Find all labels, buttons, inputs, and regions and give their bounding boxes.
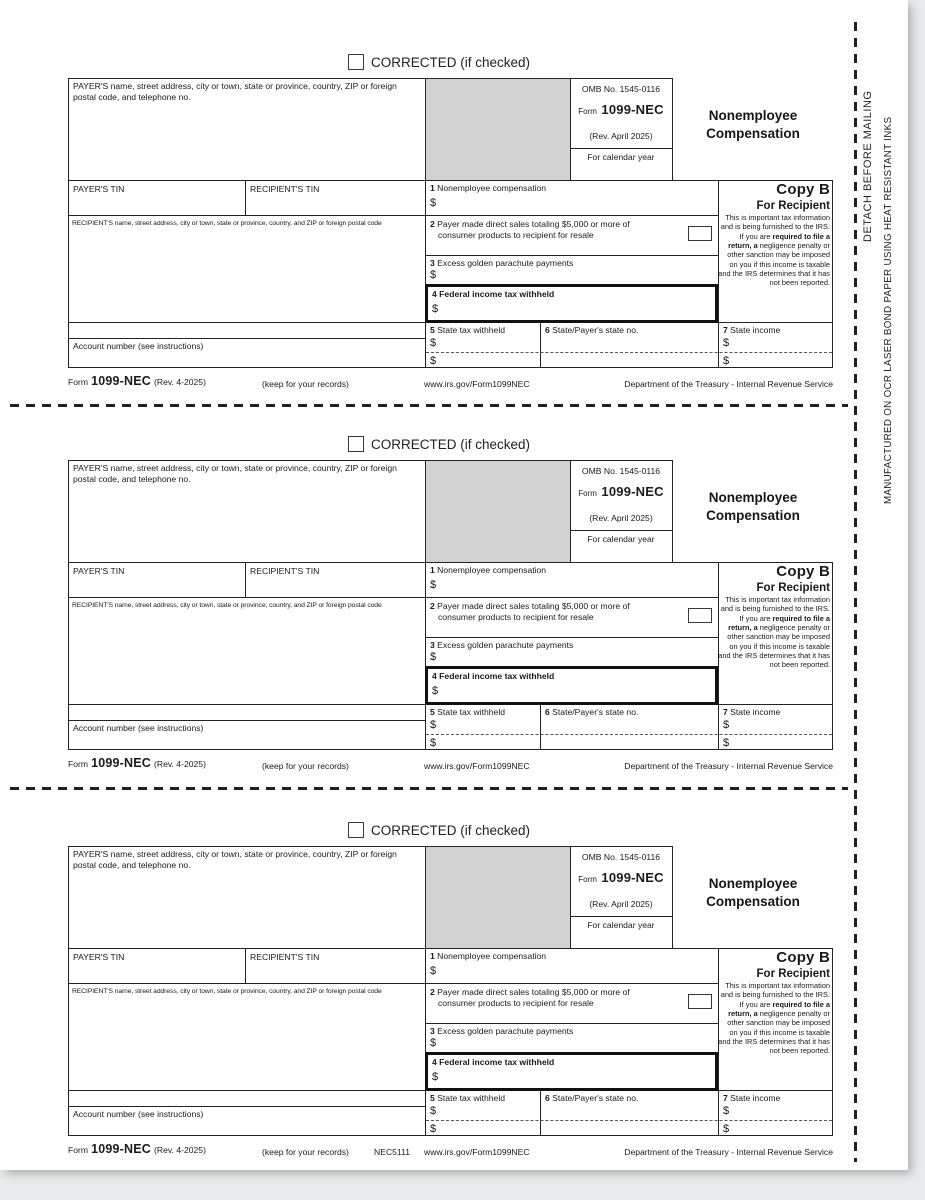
corrected-row xyxy=(348,436,530,452)
payer-tin-label: PAYER'S TIN xyxy=(73,952,125,962)
form-border-line xyxy=(68,78,672,79)
form-border-line xyxy=(570,530,672,531)
footer-department: Department of the Treasury - Internal Revenue Service xyxy=(624,379,833,389)
copy-b-block xyxy=(718,950,830,1056)
state-row-dashed-divider xyxy=(426,734,832,735)
form-1099nec-copy xyxy=(68,52,833,392)
revision-date: (Rev. April 2025) xyxy=(589,131,653,141)
copy-b-block xyxy=(718,182,830,288)
form-word: Form xyxy=(578,107,597,116)
box1-amount-field[interactable] xyxy=(440,579,715,595)
recipient-tin-field[interactable] xyxy=(247,196,423,214)
box3-label: 3 Excess golden parachute payments xyxy=(430,258,574,268)
payer-tin-field[interactable] xyxy=(70,578,243,596)
box6-state-field-1[interactable] xyxy=(544,719,714,732)
form-border-line xyxy=(425,1023,718,1024)
box5-amount-field-2[interactable] xyxy=(440,355,536,366)
form-border-line xyxy=(570,148,672,149)
omb-number: OMB No. 1545-0116 xyxy=(581,466,661,476)
form-grid xyxy=(68,846,833,1136)
form-title: Nonemployee Compensation xyxy=(706,108,800,141)
revision-date: (Rev. April 2025) xyxy=(589,899,653,909)
box5-dollar-sign: $ xyxy=(430,1105,437,1117)
form-border-line xyxy=(832,562,833,750)
form-border-line xyxy=(68,1106,425,1107)
footer-department: Department of the Treasury - Internal Revenue Service xyxy=(624,761,833,771)
payer-tin-label: PAYER'S TIN xyxy=(73,184,125,194)
box4-amount-field[interactable] xyxy=(442,685,712,700)
payer-tin-field[interactable] xyxy=(70,964,243,982)
form-grid xyxy=(68,460,833,750)
recipient-tin-field[interactable] xyxy=(247,578,423,596)
box5-dollar-sign: $ xyxy=(430,719,437,731)
footer-keep-note: (keep for your records) xyxy=(262,1147,349,1157)
omb-number: OMB No. 1545-0116 xyxy=(581,852,661,862)
corrected-checkbox[interactable] xyxy=(348,54,364,70)
state-row-dashed-divider xyxy=(426,352,832,353)
box3-label: 3 Excess golden parachute payments xyxy=(430,640,574,650)
form-border-line xyxy=(832,180,833,368)
box4-dollar-sign: $ xyxy=(432,685,439,697)
box1-label: 1 Nonemployee compensation xyxy=(430,951,547,961)
form-border-line xyxy=(68,720,425,721)
recipient-info-field[interactable] xyxy=(70,998,422,1104)
footer-irs-url: www.irs.gov/Form1099NEC xyxy=(424,379,530,389)
form-border-line xyxy=(672,460,673,562)
recipient-heading: For Recipient xyxy=(756,200,830,212)
box7-dollar-sign: $ xyxy=(723,355,730,367)
corrected-checkbox[interactable] xyxy=(348,822,364,838)
form-border-line xyxy=(245,562,246,597)
box3-dollar-sign: $ xyxy=(430,651,437,663)
box7-dollar-sign: $ xyxy=(723,1105,730,1117)
form-border-line xyxy=(68,983,718,984)
box7-amount-field-1[interactable] xyxy=(733,337,829,350)
calendar-year-label: For calendar year xyxy=(587,920,655,930)
box2-label: 2 Payer made direct sales totaling $5,000 or more of consumer products to recipient for resale xyxy=(430,987,630,1008)
copy-designation: Copy B xyxy=(776,949,830,966)
copy-b-block xyxy=(718,564,830,670)
recipient-tin-field[interactable] xyxy=(247,964,423,982)
box1-dollar-sign: $ xyxy=(430,197,437,209)
box7-amount-field-1[interactable] xyxy=(733,1105,829,1118)
payer-info-field[interactable] xyxy=(70,104,422,178)
box7-amount-field-1[interactable] xyxy=(733,719,829,732)
box4-label: 4 Federal income tax withheld xyxy=(432,671,555,681)
form-border-line xyxy=(68,460,672,461)
shaded-box xyxy=(426,847,570,948)
shaded-box xyxy=(426,461,570,562)
box3-dollar-sign: $ xyxy=(430,1037,437,1049)
box1-dollar-sign: $ xyxy=(430,965,437,977)
footer-code: NEC5111 xyxy=(374,1147,410,1157)
box5-label: 5 State tax withheld xyxy=(430,1093,506,1103)
box7-amount-field-2[interactable] xyxy=(733,355,829,366)
payer-info-field[interactable] xyxy=(70,486,422,560)
box7-label: 7 State income xyxy=(723,1093,781,1103)
box7-dollar-sign: $ xyxy=(723,719,730,731)
box6-state-field-1[interactable] xyxy=(544,1105,714,1118)
recipient-notice: This is important tax information and is being furnished to the IRS. If you are required to file a return, a negligence penalty or other sanction may be imposed on you if this income is taxable and the IRS determines that it has not been reported. xyxy=(718,595,830,670)
perforation-line-horizontal xyxy=(10,787,848,790)
box2-checkbox[interactable] xyxy=(688,994,712,1009)
recipient-heading: For Recipient xyxy=(756,582,830,594)
form-border-line xyxy=(832,948,833,1136)
manufactured-stock-text: MANUFACTURED ON OCR LASER BOND PAPER USING HEAT RESISTANT INKS xyxy=(883,116,894,504)
form-border-line xyxy=(425,78,426,368)
footer-irs-url: www.irs.gov/Form1099NEC xyxy=(424,1147,530,1157)
box2-checkbox[interactable] xyxy=(688,608,712,623)
form-border-line xyxy=(68,846,69,1136)
box1-dollar-sign: $ xyxy=(430,579,437,591)
recipient-tin-label: RECIPIENT'S TIN xyxy=(250,566,320,576)
box4-dollar-sign: $ xyxy=(432,1071,439,1083)
form-border-line xyxy=(540,322,541,368)
form-border-line xyxy=(68,460,69,750)
form-word: Form xyxy=(578,489,597,498)
shaded-box xyxy=(426,79,570,180)
footer-department: Department of the Treasury - Internal Revenue Service xyxy=(624,1147,833,1157)
form-title: Nonemployee Compensation xyxy=(706,876,800,909)
form-border-line xyxy=(425,255,718,256)
recipient-info-field[interactable] xyxy=(70,230,422,336)
form-number-header xyxy=(571,869,671,887)
payer-info-label: PAYER'S name, street address, city or town, state or province, country, ZIP or foreign postal code, and telephone no. xyxy=(73,81,397,102)
account-number-label: Account number (see instructions) xyxy=(73,1109,204,1119)
form-grid xyxy=(68,78,833,368)
calendar-year-label: For calendar year xyxy=(587,534,655,544)
box3-amount-field[interactable] xyxy=(440,269,715,283)
account-number-field[interactable] xyxy=(70,353,422,366)
form-border-line xyxy=(68,846,672,847)
box6-state-field-1[interactable] xyxy=(544,337,714,350)
box2-label: 2 Payer made direct sales totaling $5,000 or more of consumer products to recipient for resale xyxy=(430,219,630,240)
form-border-line xyxy=(540,704,541,750)
recipient-info-label: RECIPIENT'S name, street address, city or town, state or province, country, and ZIP or foreign postal code xyxy=(72,602,382,609)
box6-label: 6 State/Payer's state no. xyxy=(545,707,639,717)
box5-amount-field-1[interactable] xyxy=(440,1105,536,1118)
payer-tin-field[interactable] xyxy=(70,196,243,214)
box6-state-field-2[interactable] xyxy=(544,1123,714,1134)
form-border-line xyxy=(68,597,718,598)
form-number-header xyxy=(571,483,671,501)
account-number-field[interactable] xyxy=(70,735,422,748)
recipient-info-label: RECIPIENT'S name, street address, city or town, state or province, country, and ZIP or foreign postal code xyxy=(72,220,382,227)
box5-label: 5 State tax withheld xyxy=(430,325,506,335)
form-border-line xyxy=(68,338,425,339)
box7-label: 7 State income xyxy=(723,707,781,717)
perforation-line-horizontal xyxy=(10,404,848,407)
box1-amount-field[interactable] xyxy=(440,965,715,981)
box5-dollar-sign: $ xyxy=(430,737,437,749)
recipient-notice: This is important tax information and is being furnished to the IRS. If you are required to file a return, a negligence penalty or other sanction may be imposed on you if this income is taxable and the IRS determines that it has not been reported. xyxy=(718,213,830,288)
box1-label: 1 Nonemployee compensation xyxy=(430,565,547,575)
form-border-line xyxy=(672,78,673,180)
form-border-line xyxy=(672,846,673,948)
form-border-line xyxy=(68,78,69,368)
box5-dollar-sign: $ xyxy=(430,355,437,367)
form-border-line xyxy=(245,180,246,215)
payer-info-label: PAYER'S name, street address, city or town, state or province, country, ZIP or foreign postal code, and telephone no. xyxy=(73,849,397,870)
calendar-year-field[interactable] xyxy=(571,932,671,947)
form-number-header xyxy=(571,101,671,119)
perforation-line-vertical xyxy=(854,22,857,1162)
corrected-row xyxy=(348,822,530,838)
box7-amount-field-2[interactable] xyxy=(733,737,829,748)
box6-state-field-2[interactable] xyxy=(544,355,714,366)
form-border-line xyxy=(68,215,718,216)
form-title: Nonemployee Compensation xyxy=(706,490,800,523)
footer-keep-note: (keep for your records) xyxy=(262,761,349,771)
form-border-line xyxy=(425,846,426,1136)
box1-label: 1 Nonemployee compensation xyxy=(430,183,547,193)
form-number: 1099-NEC xyxy=(601,484,664,499)
box6-state-field-2[interactable] xyxy=(544,737,714,748)
box5-label: 5 State tax withheld xyxy=(430,707,506,717)
box5-amount-field-1[interactable] xyxy=(440,719,536,732)
state-row-dashed-divider xyxy=(426,1120,832,1121)
box4-label: 4 Federal income tax withheld xyxy=(432,289,555,299)
recipient-heading: For Recipient xyxy=(756,968,830,980)
box3-label: 3 Excess golden parachute payments xyxy=(430,1026,574,1036)
payer-tin-label: PAYER'S TIN xyxy=(73,566,125,576)
recipient-info-field[interactable] xyxy=(70,612,422,718)
corrected-label: CORRECTED (if checked) xyxy=(371,822,531,838)
footer-keep-note: (keep for your records) xyxy=(262,379,349,389)
box7-label: 7 State income xyxy=(723,325,781,335)
calendar-year-field[interactable] xyxy=(571,164,671,179)
recipient-notice: This is important tax information and is being furnished to the IRS. If you are required to file a return, a negligence penalty or other sanction may be imposed on you if this income is taxable and the IRS determines that it has not been reported. xyxy=(718,981,830,1056)
footer-form-id: Form 1099-NEC (Rev. 4-2025) xyxy=(68,374,206,388)
box5-amount-field-2[interactable] xyxy=(440,737,536,748)
box4-label: 4 Federal income tax withheld xyxy=(432,1057,555,1067)
box5-amount-field-1[interactable] xyxy=(440,337,536,350)
box5-amount-field-2[interactable] xyxy=(440,1123,536,1134)
box7-amount-field-2[interactable] xyxy=(733,1123,829,1134)
corrected-checkbox[interactable] xyxy=(348,436,364,452)
form-number: 1099-NEC xyxy=(601,870,664,885)
recipient-tin-label: RECIPIENT'S TIN xyxy=(250,952,320,962)
box5-dollar-sign: $ xyxy=(430,1123,437,1135)
copy-designation: Copy B xyxy=(776,563,830,580)
account-number-label: Account number (see instructions) xyxy=(73,723,204,733)
payer-info-field[interactable] xyxy=(70,872,422,946)
form-border-line xyxy=(570,916,672,917)
account-number-field[interactable] xyxy=(70,1121,422,1134)
form-word: Form xyxy=(578,875,597,884)
copy-footer xyxy=(68,1142,833,1160)
box7-dollar-sign: $ xyxy=(723,737,730,749)
form-border-line xyxy=(425,460,426,750)
form-border-line xyxy=(425,637,718,638)
form-1099nec-copy xyxy=(68,820,833,1160)
box3-amount-field[interactable] xyxy=(440,651,715,665)
omb-number: OMB No. 1545-0116 xyxy=(581,84,661,94)
detach-before-mailing-text: DETACH BEFORE MAILING xyxy=(862,90,874,242)
box4-amount-field[interactable] xyxy=(442,1071,712,1086)
footer-form-id: Form 1099-NEC (Rev. 4-2025) xyxy=(68,1142,206,1156)
form-border-line xyxy=(245,948,246,983)
copy-footer xyxy=(68,756,833,774)
calendar-year-label: For calendar year xyxy=(587,152,655,162)
form-number: 1099-NEC xyxy=(601,102,664,117)
box3-amount-field[interactable] xyxy=(440,1037,715,1051)
revision-date: (Rev. April 2025) xyxy=(589,513,653,523)
box2-checkbox[interactable] xyxy=(688,226,712,241)
copy-footer xyxy=(68,374,833,392)
recipient-tin-label: RECIPIENT'S TIN xyxy=(250,184,320,194)
box4-amount-field[interactable] xyxy=(442,303,712,318)
footer-irs-url: www.irs.gov/Form1099NEC xyxy=(424,761,530,771)
footer-form-id: Form 1099-NEC (Rev. 4-2025) xyxy=(68,756,206,770)
box5-dollar-sign: $ xyxy=(430,337,437,349)
box6-label: 6 State/Payer's state no. xyxy=(545,325,639,335)
box4-dollar-sign: $ xyxy=(432,303,439,315)
box2-label: 2 Payer made direct sales totaling $5,000 or more of consumer products to recipient for resale xyxy=(430,601,630,622)
corrected-row xyxy=(348,54,530,70)
form-border-line xyxy=(540,1090,541,1136)
calendar-year-field[interactable] xyxy=(571,546,671,561)
box7-dollar-sign: $ xyxy=(723,1123,730,1135)
box6-label: 6 State/Payer's state no. xyxy=(545,1093,639,1103)
corrected-label: CORRECTED (if checked) xyxy=(371,436,531,452)
form-1099nec-copy xyxy=(68,434,833,774)
corrected-label: CORRECTED (if checked) xyxy=(371,54,531,70)
box3-dollar-sign: $ xyxy=(430,269,437,281)
box7-dollar-sign: $ xyxy=(723,337,730,349)
copy-designation: Copy B xyxy=(776,181,830,198)
box1-amount-field[interactable] xyxy=(440,197,715,213)
payer-info-label: PAYER'S name, street address, city or town, state or province, country, ZIP or foreign postal code, and telephone no. xyxy=(73,463,397,484)
account-number-label: Account number (see instructions) xyxy=(73,341,204,351)
recipient-info-label: RECIPIENT'S name, street address, city or town, state or province, country, and ZIP or foreign postal code xyxy=(72,988,382,995)
